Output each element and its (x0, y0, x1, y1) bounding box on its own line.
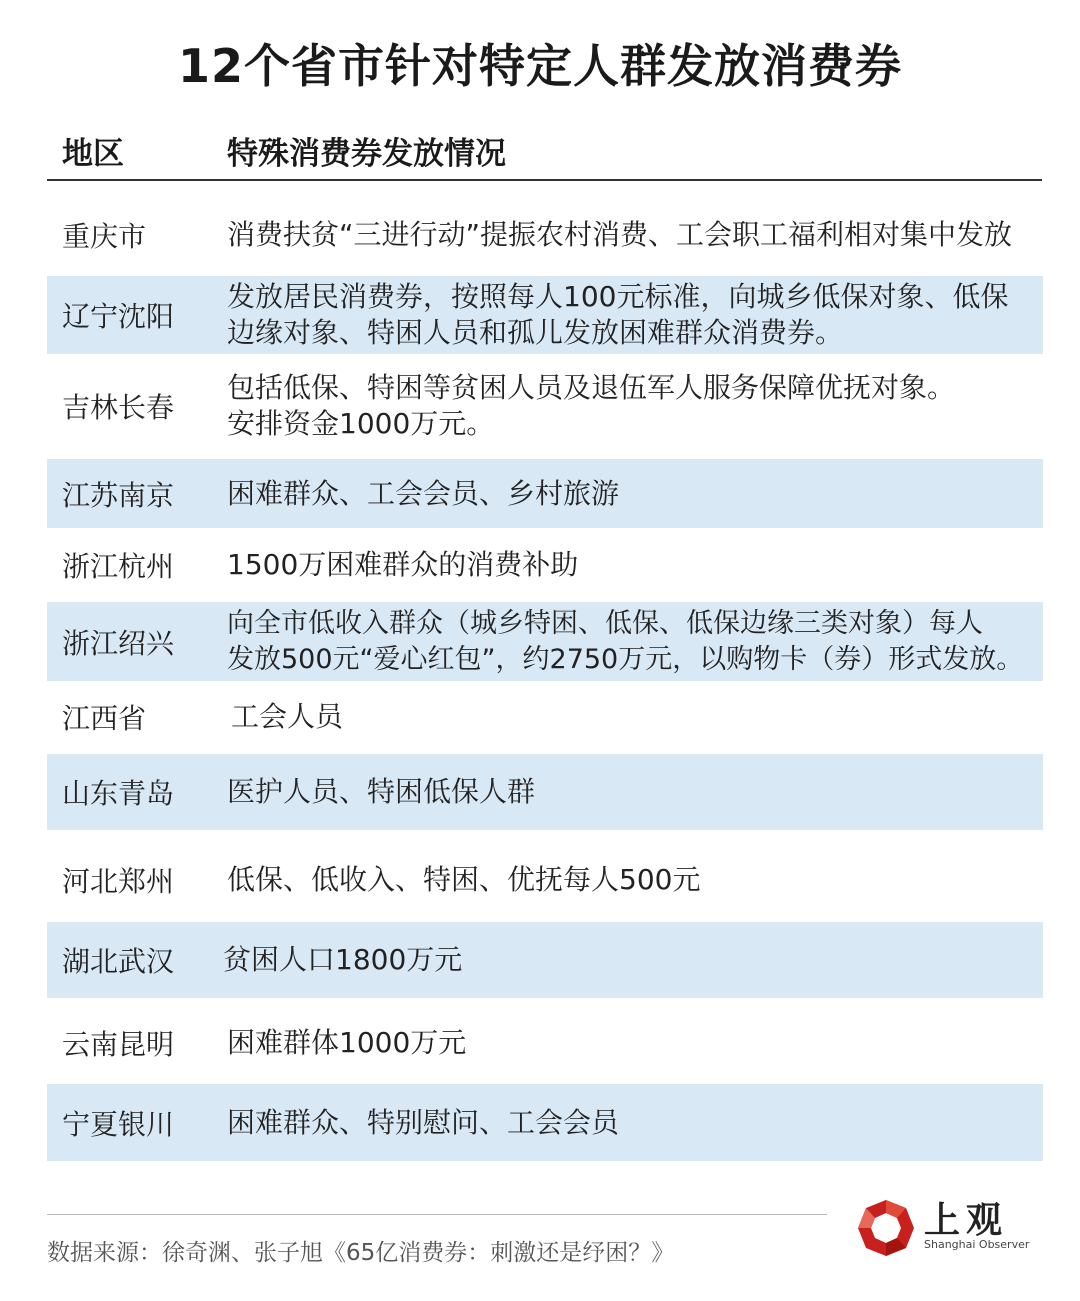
description-cell: 发放居民消费券，按照每人100元标准，向城乡低保对象、低保 边缘对象、特困人员和孤儿发放困难群众消费券。 (227, 280, 1009, 349)
logo-subtitle: Shanghai Observer (924, 1238, 1030, 1251)
column-header-description: 特殊消费券发放情况 (227, 136, 506, 172)
header-divider (47, 179, 1042, 181)
table-row (47, 276, 1043, 354)
region-cell: 辽宁沈阳 (62, 300, 175, 333)
description-cell: 1500万困难群众的消费补助 (227, 548, 579, 581)
table-row (47, 1004, 1043, 1082)
region-cell: 山东青岛 (62, 777, 175, 810)
column-header-region: 地区 (62, 136, 124, 172)
page-title: 12个省市针对特定人群发放消费券 (177, 39, 902, 93)
description-cell: 工会人员 (231, 700, 344, 733)
logo-wordmark: 上观 (924, 1200, 1009, 1241)
region-cell: 湖北武汉 (62, 945, 175, 978)
table-row (47, 922, 1043, 998)
table-row (47, 196, 1043, 274)
table-row (47, 840, 1043, 920)
table-row (47, 530, 1043, 600)
region-cell: 江西省 (62, 702, 147, 735)
region-cell: 宁夏银川 (62, 1107, 175, 1141)
description-cell: 困难群体1000万元 (227, 1026, 467, 1059)
brand-logo (856, 1196, 1030, 1258)
table-row (47, 459, 1043, 528)
table-row (47, 1084, 1043, 1161)
description-cell: 贫困人口1800万元 (223, 943, 463, 976)
description-cell: 医护人员、特困低保人群 (227, 775, 536, 808)
table-row (47, 683, 1043, 751)
table-row (47, 754, 1043, 830)
description-cell: 包括低保、特困等贫困人员及退伍军人服务保障优抚对象。 安排资金1000万元。 (227, 371, 956, 440)
description-cell: 困难群众、工会会员、乡村旅游 (227, 476, 620, 510)
region-cell: 吉林长春 (62, 391, 175, 424)
shanghai-observer-logo-icon (856, 1198, 916, 1258)
region-cell: 重庆市 (62, 220, 147, 253)
region-cell: 浙江杭州 (62, 550, 175, 583)
description-cell: 向全市低收入群众（城乡特困、低保、低保边缘三类对象）每人 发放500元“爱心红包”，约2750万元，以购物卡（券）形式发放。 (227, 607, 1024, 675)
table-row (47, 356, 1043, 456)
region-cell: 浙江绍兴 (62, 626, 175, 660)
footer-divider (47, 1214, 827, 1215)
source-note: 数据来源：徐奇渊、张子旭《65亿消费券：刺激还是纾困？》 (47, 1240, 675, 1266)
region-cell: 河北郑州 (62, 865, 175, 898)
description-cell: 低保、低收入、特困、优抚每人500元 (227, 863, 701, 896)
table-row (47, 602, 1043, 681)
region-cell: 江苏南京 (62, 478, 175, 512)
region-cell: 云南昆明 (62, 1028, 175, 1061)
description-cell: 困难群众、特别慰问、工会会员 (227, 1105, 620, 1139)
description-cell: 消费扶贫“三进行动”提振农村消费、工会职工福利相对集中发放 (227, 218, 1013, 251)
